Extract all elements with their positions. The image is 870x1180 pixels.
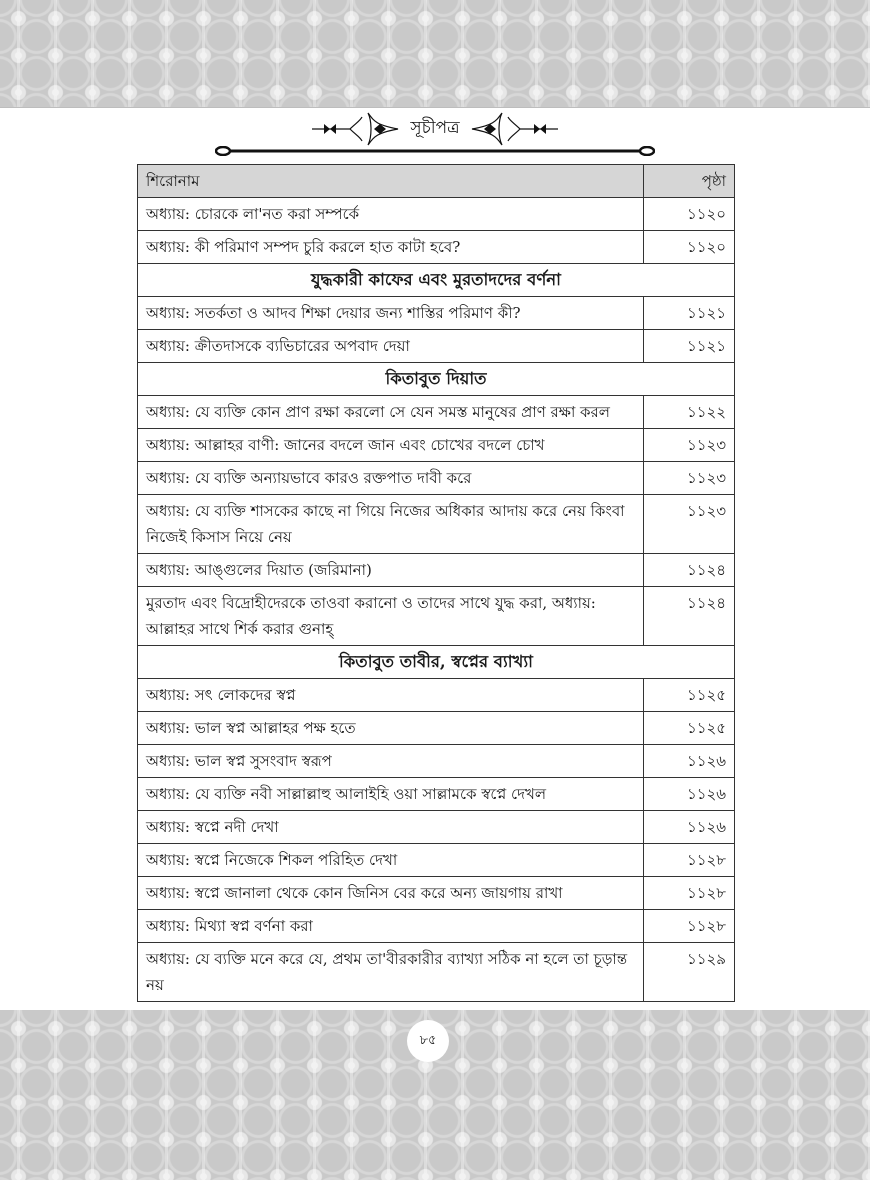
entry-page-number: ১১২৫ — [644, 679, 735, 712]
table-row — [138, 231, 735, 264]
ornament-left-icon — [310, 111, 400, 147]
entry-page-number: ১১২৩ — [644, 495, 735, 554]
table-row — [138, 679, 735, 712]
heading-rule-divider — [215, 146, 655, 156]
table-row — [138, 198, 735, 231]
table-row — [138, 745, 735, 778]
table-of-contents — [137, 164, 735, 1002]
table-row — [138, 330, 735, 363]
decorative-pattern-top — [0, 0, 870, 108]
table-row — [138, 844, 735, 877]
entry-page-number: ১১২৮ — [644, 877, 735, 910]
entry-page-number: ১১২১ — [644, 297, 735, 330]
table-row — [138, 396, 735, 429]
table-row — [138, 429, 735, 462]
entry-title: অধ্যায়: যে ব্যক্তি শাসকের কাছে না গিয়ে নিজের অধিকার আদায় করে নেয় কিংবা নিজেই কিসাস নিয়ে নেয় — [138, 495, 644, 554]
column-header-page: পৃষ্ঠা — [644, 165, 735, 198]
section-heading: যুদ্ধকারী কাফের এবং মুরতাদদের বর্ণনা — [138, 264, 735, 297]
table-row — [138, 462, 735, 495]
entry-page-number: ১১২৬ — [644, 745, 735, 778]
table-row — [138, 712, 735, 745]
column-header-title: শিরোনাম — [138, 165, 644, 198]
table-row — [138, 910, 735, 943]
table-row — [138, 554, 735, 587]
entry-page-number: ১১২৫ — [644, 712, 735, 745]
entry-title: অধ্যায়: যে ব্যক্তি নবী সাল্লাল্লাহু আলাইহি ওয়া সাল্লামকে স্বপ্নে দেখল — [138, 778, 644, 811]
entry-title: অধ্যায়: সতর্কতা ও আদব শিক্ষা দেয়ার জন্য শাস্তির পরিমাণ কী? — [138, 297, 644, 330]
entry-title: অধ্যায়: ক্রীতদাসকে ব্যভিচারের অপবাদ দেয়া — [138, 330, 644, 363]
entry-page-number: ১১২৮ — [644, 910, 735, 943]
table-body — [138, 198, 735, 1002]
table-row — [138, 811, 735, 844]
entry-title: অধ্যায়: সৎ লোকদের স্বপ্ন — [138, 679, 644, 712]
section-heading-row — [138, 264, 735, 297]
entry-page-number: ১১২৩ — [644, 429, 735, 462]
table-row — [138, 778, 735, 811]
entry-title: অধ্যায়: চোরকে লা'নত করা সম্পর্কে — [138, 198, 644, 231]
entry-page-number: ১১২৯ — [644, 943, 735, 1002]
section-heading: কিতাবুত তাবীর, স্বপ্নের ব্যাখ্যা — [138, 646, 735, 679]
entry-page-number: ১১২৪ — [644, 587, 735, 646]
page-number: ৮৫ — [407, 1020, 449, 1062]
table-header-row — [138, 165, 735, 198]
entry-title: অধ্যায়: আঙ্গুলের দিয়াত (জরিমানা) — [138, 554, 644, 587]
table-row — [138, 495, 735, 554]
entry-title: অধ্যায়: স্বপ্নে নদী দেখা — [138, 811, 644, 844]
section-heading-row — [138, 646, 735, 679]
table-row — [138, 943, 735, 1002]
entry-title: অধ্যায়: ভাল স্বপ্ন সুসংবাদ স্বরূপ — [138, 745, 644, 778]
entry-title: অধ্যায়: আল্লাহর বাণী: জানের বদলে জান এবং চোখের বদলে চোখ — [138, 429, 644, 462]
entry-title: অধ্যায়: মিথ্যা স্বপ্ন বর্ণনা করা — [138, 910, 644, 943]
entry-title: মুরতাদ এবং বিদ্রোহীদেরকে তাওবা করানো ও তাদের সাথে যুদ্ধ করা, অধ্যায়: আল্লাহর সাথে শির্ক করার গুনাহ্ — [138, 587, 644, 646]
entry-title: অধ্যায়: যে ব্যক্তি কোন প্রাণ রক্ষা করলো সে যেন সমস্ত মানুষের প্রাণ রক্ষা করল — [138, 396, 644, 429]
table-row — [138, 587, 735, 646]
page-heading — [0, 110, 870, 148]
table-row — [138, 877, 735, 910]
entry-page-number: ১১২৮ — [644, 844, 735, 877]
entry-title: অধ্যায়: যে ব্যক্তি মনে করে যে, প্রথম তা'বীরকারীর ব্যাখ্যা সঠিক না হলে তা চূড়ান্ত নয় — [138, 943, 644, 1002]
entry-page-number: ১১২৬ — [644, 778, 735, 811]
entry-page-number: ১১২১ — [644, 330, 735, 363]
entry-title: অধ্যায়: কী পরিমাণ সম্পদ চুরি করলে হাত কাটা হবে? — [138, 231, 644, 264]
page-title: সূচীপত্র — [410, 118, 460, 138]
ornament-right-icon — [470, 111, 560, 147]
entry-title: অধ্যায়: স্বপ্নে নিজেকে শিকল পরিহিত দেখা — [138, 844, 644, 877]
entry-page-number: ১১২০ — [644, 231, 735, 264]
entry-page-number: ১১২০ — [644, 198, 735, 231]
entry-title: অধ্যায়: ভাল স্বপ্ন আল্লাহর পক্ষ হতে — [138, 712, 644, 745]
entry-page-number: ১১২৬ — [644, 811, 735, 844]
section-heading-row — [138, 363, 735, 396]
entry-page-number: ১১২৪ — [644, 554, 735, 587]
entry-title: অধ্যায়: যে ব্যক্তি অন্যায়ভাবে কারও রক্তপাত দাবী করে — [138, 462, 644, 495]
entry-page-number: ১১২৩ — [644, 462, 735, 495]
entry-title: অধ্যায়: স্বপ্নে জানালা থেকে কোন জিনিস বের করে অন্য জায়গায় রাখা — [138, 877, 644, 910]
table-row — [138, 297, 735, 330]
entry-page-number: ১১২২ — [644, 396, 735, 429]
section-heading: কিতাবুত দিয়াত — [138, 363, 735, 396]
